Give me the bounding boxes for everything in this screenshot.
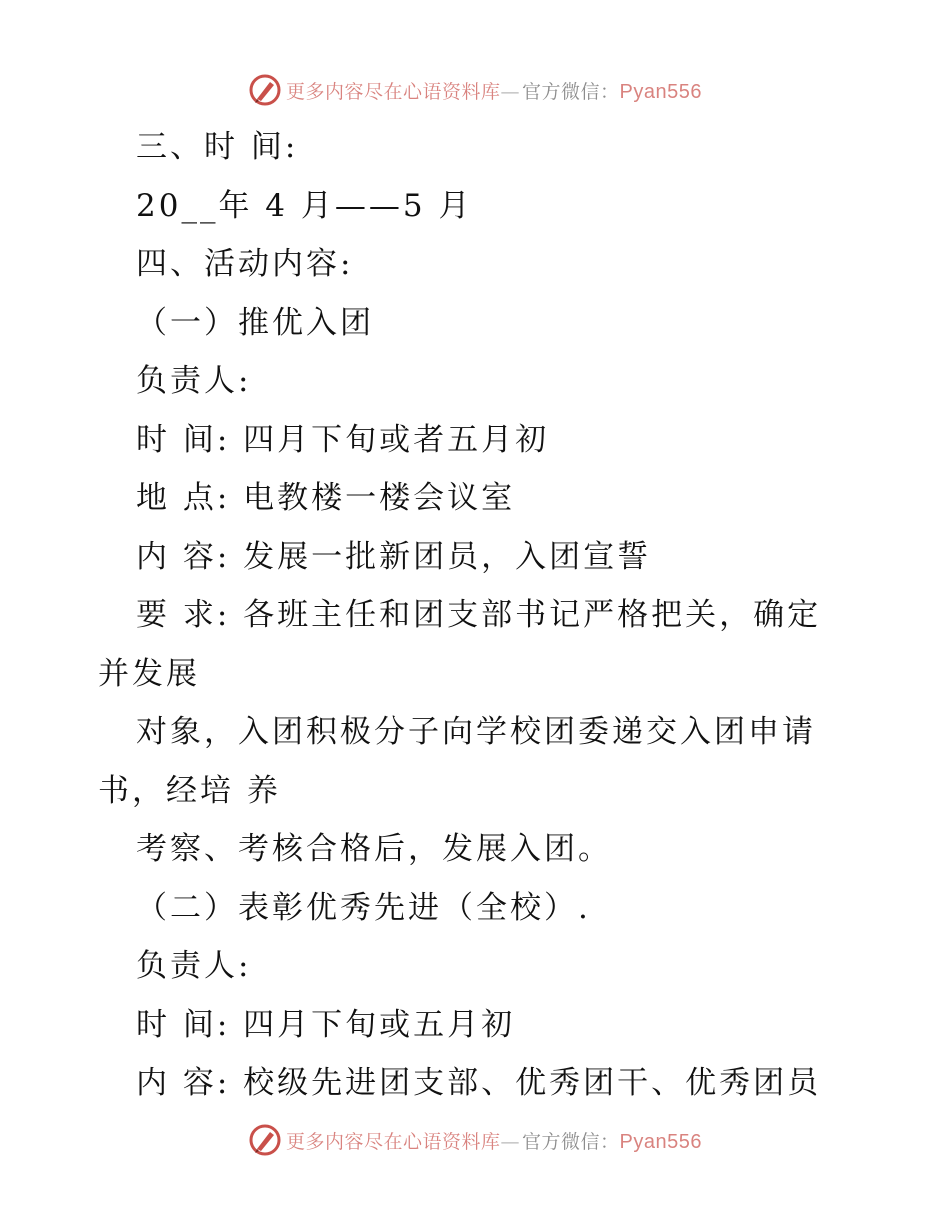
document-line: 三、时 间: xyxy=(136,129,299,165)
document-line: 四、活动内容: xyxy=(136,246,354,282)
document-line: 内 容: 校级先进团支部、优秀团干、优秀团员 xyxy=(136,1065,822,1101)
document-line: 内 容: 发展一批新团员，入团宣誓 xyxy=(136,538,652,575)
document-line: 书，经培 养 xyxy=(98,772,281,809)
document-line: 并发展 xyxy=(98,655,200,692)
document-line: （二）表彰优秀先进（全校）. xyxy=(136,889,591,926)
document-line: 负责人: xyxy=(136,948,252,984)
document-line: 负责人: xyxy=(136,363,252,399)
watermark-text xyxy=(286,1127,702,1154)
watermark-id: Pyan556 xyxy=(619,80,702,103)
footer-watermark xyxy=(0,1120,950,1160)
watermark-official: 官方微信： xyxy=(522,1130,620,1153)
document-line: （一）推优入团 xyxy=(136,304,374,341)
document-line: 对象，入团积极分子向学校团委递交入团申请 xyxy=(136,714,816,750)
watermark-text xyxy=(286,77,702,104)
watermark-separator: — xyxy=(500,1130,521,1153)
pen-logo-icon xyxy=(248,1123,282,1157)
document-line: 时 间: 四月下旬或五月初 xyxy=(136,1006,516,1043)
document-line: 要 求: 各班主任和团支部书记严格把关，确定 xyxy=(136,597,822,633)
document-line: 20__年 4 月——5 月 xyxy=(136,187,473,224)
watermark-id: Pyan556 xyxy=(619,1130,702,1153)
document-line: 地 点: 电教楼一楼会议室 xyxy=(136,480,516,516)
watermark-title: 更多内容尽在心语资料库 xyxy=(286,1130,501,1153)
watermark-official: 官方微信： xyxy=(522,80,620,103)
watermark-title: 更多内容尽在心语资料库 xyxy=(286,80,501,103)
document-line: 时 间: 四月下旬或者五月初 xyxy=(136,421,550,458)
pen-logo-icon xyxy=(248,73,282,107)
document-line: 考察、考核合格后，发展入团。 xyxy=(136,831,612,867)
watermark-separator: — xyxy=(500,80,521,103)
document-body xyxy=(98,118,843,1113)
header-watermark xyxy=(0,70,950,110)
